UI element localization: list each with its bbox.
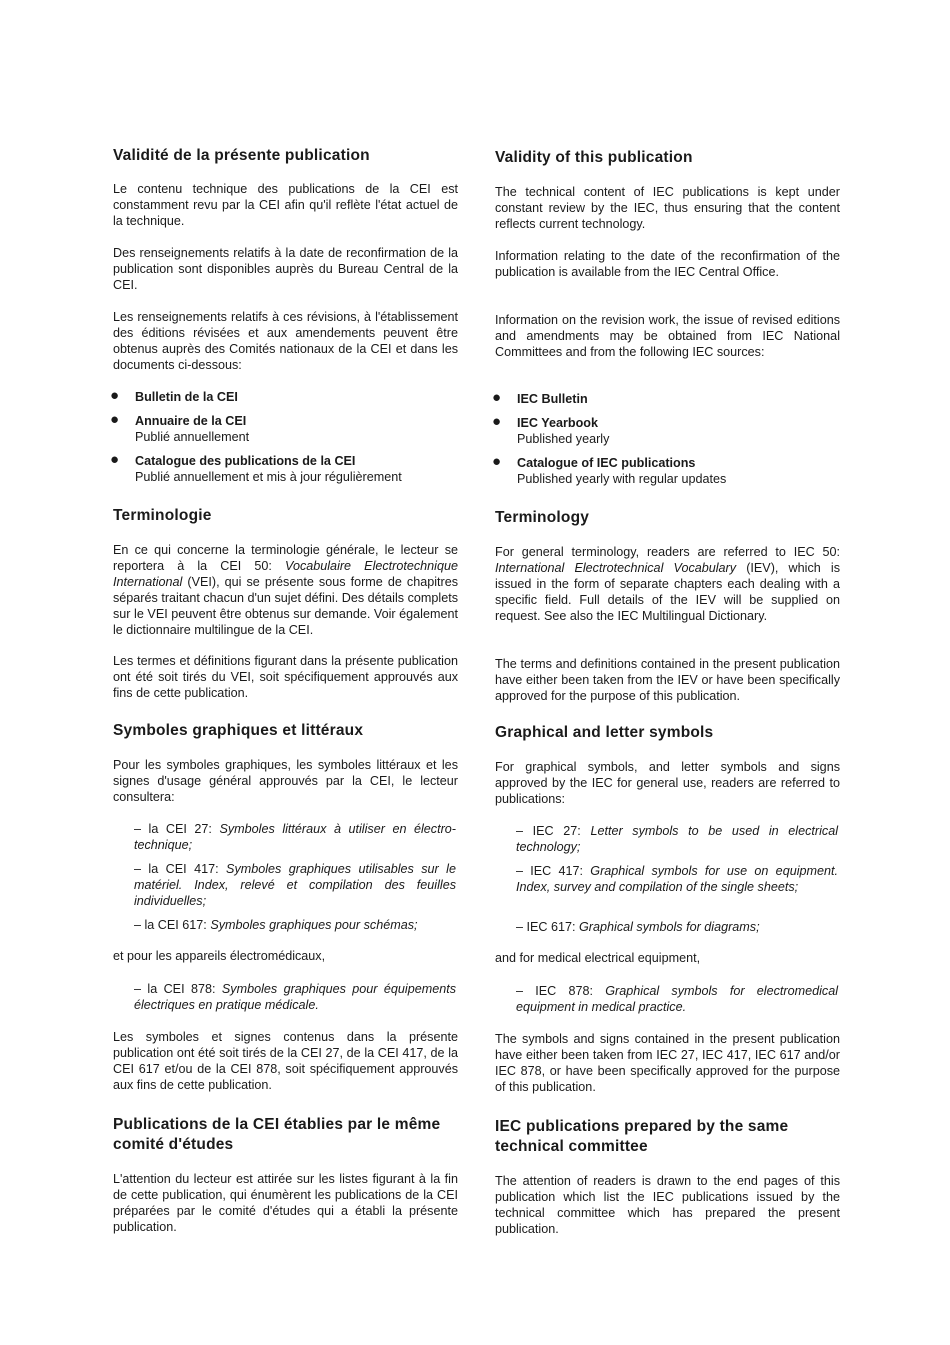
bullet-item <box>110 411 465 445</box>
medical-reference: – la CEI 878: Symboles graphiques pour équipements électriques en pratique médicale. <box>134 982 456 1012</box>
validity-heading: Validity of this publication <box>495 149 693 166</box>
bullet-subtitle: Published yearly <box>517 432 610 446</box>
bullet-subtitle: Published yearly with regular updates <box>517 472 727 486</box>
terminology-heading: Terminologie <box>113 507 212 524</box>
terminology-paragraph: For general terminology, readers are referred to IEC 50: International Electrotechnical Vocabulary (IEV), which is issued in the form of separate chapters each dealing with a specific field. Full details of the IEV will be supplied on request. See also the IEC Multilingual Dictionary. <box>495 545 840 623</box>
vocabulary-title: International Electrotechnical Vocabulary <box>495 561 737 575</box>
validity-paragraph: Le contenu technique des publications de la CEI est constamment revu par la CEI afin qu'il reflète l'état actuel de la technique. <box>113 182 458 228</box>
bullet-title: IEC Yearbook <box>517 416 598 430</box>
bullet-item <box>492 389 847 407</box>
bullet-item <box>492 413 847 447</box>
symbols-heading: Graphical and letter symbols <box>495 724 714 741</box>
bullet-subtitle: Publié annuellement <box>135 430 250 444</box>
medical-intro: et pour les appareils électromédicaux, <box>113 949 326 963</box>
validity-heading: Validité de la présente publication <box>113 147 370 164</box>
symbol-reference: – IEC 417: Graphical symbols for use on equipment. Index, survey and compilation of the single sheets; <box>516 864 838 894</box>
symbol-reference: – la CEI 27: Symboles littéraux à utiliser en électro-technique; <box>134 822 456 852</box>
symbols-paragraph: For graphical symbols, and letter symbols and signs approved by the IEC for general use, readers are referred to publications: <box>495 760 840 806</box>
committee-paragraph: The attention of readers is drawn to the end pages of this publication which list the IEC publications issued by the technical committee which has prepared the present publication. <box>495 1174 840 1236</box>
medical-intro: and for medical electrical equipment, <box>495 951 701 965</box>
reconfirmation-paragraph: Des renseignements relatifs à la date de reconfirmation de la publication sont disponibles auprès du Bureau Central de la CEI. <box>113 246 458 292</box>
bullet-subtitle: Publié annuellement et mis à jour régulièrement <box>135 470 402 484</box>
bullet-title: Bulletin de la CEI <box>135 390 238 404</box>
bullet-icon: ● <box>110 451 120 468</box>
committee-heading: Publications de la CEI établies par le même comité d'études <box>113 1116 441 1153</box>
revision-paragraph: Les renseignements relatifs à ces révisions, à l'établissement des éditions révisées et aux amendements peuvent être obtenus auprès des Comités nationaux de la CEI et dans les documents ci-dessous: <box>113 310 458 372</box>
bullet-item <box>492 453 847 487</box>
revision-paragraph: Information on the revision work, the issue of revised editions and amendments may be obtained from IEC National Committees and from the following IEC sources: <box>495 313 840 359</box>
symbol-reference: – IEC 617: Graphical symbols for diagrams; <box>516 920 760 934</box>
symbols-paragraph: Pour les symboles graphiques, les symboles littéraux et les signes d'usage général approuvés par la CEI, le lecteur consultera: <box>113 758 458 804</box>
terms-paragraph: The terms and definitions contained in the present publication have either been taken from the IEV or have been specifically approved for the purpose of this publication. <box>495 657 840 703</box>
bullet-icon: ● <box>110 387 120 404</box>
terminology-paragraph: En ce qui concerne la terminologie générale, le lecteur se reportera à la CEI 50: Vocabulaire Electrotechnique International (VEI), qui se présente sous forme de chapitres séparés traitant chacun d'un sujet défini. Des détails complets sur le VEI peuvent être obtenus sur demande. Voir également le dictionnaire multilingue de la CEI. <box>113 543 458 637</box>
validity-paragraph: The technical content of IEC publications is kept under constant review by the IEC, thus ensuring that the content reflects current technology. <box>495 185 840 231</box>
bullet-title: IEC Bulletin <box>517 392 588 406</box>
bullet-item <box>110 387 465 405</box>
terms-paragraph: Les termes et définitions figurant dans la présente publication ont été soit tirés du VEI, soit spécifiquement approuvés aux fins de cette publication. <box>113 654 458 700</box>
terminology-heading: Terminology <box>495 509 590 526</box>
symbol-reference: – IEC 27: Letter symbols to be used in electrical technology; <box>516 824 838 854</box>
bullet-icon: ● <box>110 411 120 428</box>
bullet-icon: ● <box>492 413 502 430</box>
bullet-icon: ● <box>492 389 502 406</box>
committee-heading: IEC publications prepared by the same technical committee <box>495 1118 789 1155</box>
medical-reference: – IEC 878: Graphical symbols for electromedical equipment in medical practice. <box>516 984 838 1014</box>
committee-paragraph: L'attention du lecteur est attirée sur les listes figurant à la fin de cette publication, qui énumèrent les publications de la CEI préparées par le comité d'études qui a établi la présente publication. <box>113 1172 458 1234</box>
bullet-icon: ● <box>492 453 502 470</box>
bullet-title: Annuaire de la CEI <box>135 414 247 428</box>
bullet-title: Catalogue of IEC publications <box>517 456 696 470</box>
symbol-reference: – la CEI 617: Symboles graphiques pour schémas; <box>134 918 418 932</box>
symbol-reference: – la CEI 417: Symboles graphiques utilisables sur le matériel. Index, relevé et compilation des feuilles individuelles; <box>134 862 456 908</box>
symbols-source-paragraph: The symbols and signs contained in the present publication have either been taken from IEC 27, IEC 417, IEC 617 and/or IEC 878, or have been specifically approved for the purpose of this publication. <box>495 1032 840 1094</box>
vocabulary-title: Vocabulaire Electrotechnique International <box>113 559 458 589</box>
bullet-title: Catalogue des publications de la CEI <box>135 454 356 468</box>
symbols-source-paragraph: Les symboles et signes contenus dans la présente publication ont été soit tirés de la CEI 27, de la CEI 417, de la CEI 617 et/ou de la CEI 878, soit spécifiquement approuvés aux fins de cette publication. <box>113 1030 458 1092</box>
bullet-item <box>110 451 465 485</box>
symbols-heading: Symboles graphiques et littéraux <box>113 722 364 739</box>
reconfirmation-paragraph: Information relating to the date of the reconfirmation of the publication is available from the IEC Central Office. <box>495 249 840 279</box>
